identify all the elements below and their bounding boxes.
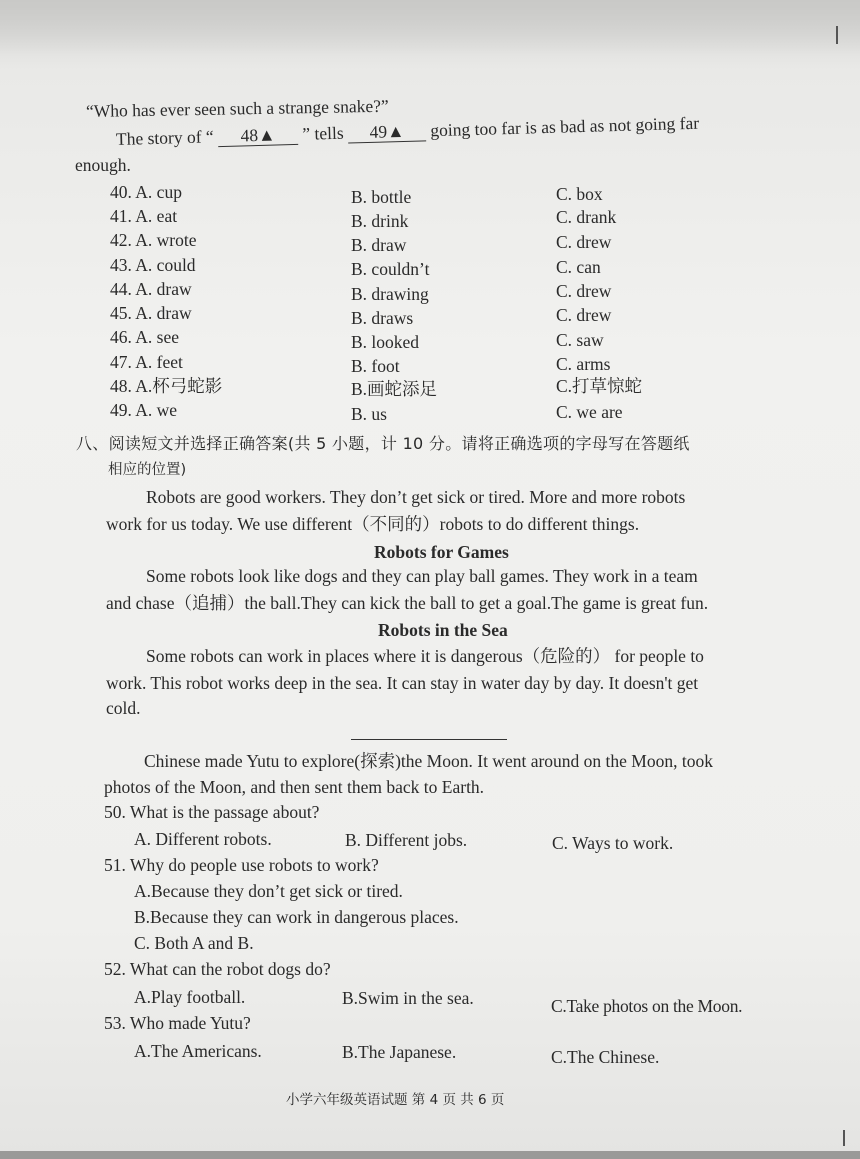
page-bottom-edge (0, 1151, 860, 1159)
passage-p3-line1: Some robots can work in places where it is dangerous（危险的） for people to (146, 646, 704, 666)
option-50a: A. Different robots. (134, 829, 272, 849)
page-top-shadow (0, 0, 860, 55)
passage-p1-line2: work for us today. We use different（不同的）robots to do different things. (106, 514, 640, 534)
option-51b: B.Because they can work in dangerous places. (134, 907, 459, 927)
passage-p4-line2: photos of the Moon, and then sent them back to Earth. (104, 777, 485, 797)
choice-a: 46. A. see (110, 327, 180, 347)
option-50c: C. Ways to work. (552, 833, 674, 853)
option-50b: B. Different jobs. (345, 830, 468, 850)
passage-p4-line1: Chinese made Yutu to explore(探索)the Moon. It went around on the Moon, took (144, 751, 713, 771)
blank-48: 48▲ (218, 124, 299, 147)
subheading-sea: Robots in the Sea (378, 620, 508, 640)
choice-a: 41. A. eat (110, 206, 178, 226)
missing-heading-blank (351, 739, 507, 740)
choice-a: 45. A. draw (110, 303, 192, 323)
choice-b: B. looked (351, 332, 420, 352)
story-suffix: going too far is as bad as not going far (430, 112, 700, 141)
choice-c: C. we are (556, 402, 623, 422)
choice-c: C. can (556, 257, 601, 277)
choice-c: C. drew (556, 232, 612, 252)
choice-b: B. draws (351, 308, 414, 328)
option-51a: A.Because they don’t get sick or tired. (134, 881, 403, 901)
passage-p2-line1: Some robots look like dogs and they can play ball games. They work in a team (146, 566, 698, 586)
choice-a: 40. A. cup (110, 182, 182, 202)
choice-a: 47. A. feet (110, 352, 183, 372)
option-51c: C. Both A and B. (134, 933, 254, 953)
option-53b: B.The Japanese. (342, 1042, 457, 1062)
choice-c: C. drew (556, 281, 612, 301)
question-51: 51. Why do people use robots to work? (104, 855, 379, 875)
choice-c: C. box (556, 184, 603, 204)
option-53c: C.The Chinese. (551, 1047, 660, 1067)
choice-c: C. arms (556, 354, 611, 374)
question-53: 53. Who made Yutu? (104, 1013, 251, 1033)
option-52c: C.Take photos on the Moon. (551, 996, 743, 1016)
choice-a: 44. A. draw (110, 279, 192, 299)
choice-b: B. bottle (351, 187, 412, 207)
enough-line: enough. (75, 155, 131, 175)
choice-a: 42. A. wrote (110, 230, 197, 250)
choice-b: B. us (351, 404, 387, 424)
choice-a: 43. A. could (110, 255, 196, 275)
passage-p3-line2: work. This robot works deep in the sea. It can stay in water day by day. It doesn't get (106, 673, 699, 693)
option-52b: B.Swim in the sea. (342, 988, 474, 1008)
section-heading-cont: 相应的位置) (108, 462, 187, 478)
choice-a: 48. A.杯弓蛇影 (110, 376, 223, 396)
page-footer: 小学六年级英语试题 第 4 页 共 6 页 (286, 1092, 505, 1108)
passage-p3-line3: cold. (106, 698, 141, 718)
question-52: 52. What can the robot dogs do? (104, 959, 331, 979)
choice-b: B. couldn’t (351, 259, 430, 279)
choice-a: 49. A. we (110, 400, 178, 420)
corner-mark (836, 26, 838, 44)
story-mid: ” tells (302, 122, 344, 144)
choice-b: B. draw (351, 235, 407, 255)
passage-p2-line2: and chase（追捕）the ball.They can kick the ball to get a goal.The game is great fun. (106, 593, 709, 613)
corner-mark-bottom (843, 1130, 845, 1146)
choice-b: B.画蛇添足 (351, 379, 438, 399)
option-53a: A.The Americans. (134, 1041, 262, 1061)
choice-b: B. drink (351, 211, 409, 231)
choice-c: C. drew (556, 305, 612, 325)
option-52a: A.Play football. (134, 987, 246, 1007)
choice-c: C. drank (556, 207, 617, 227)
choice-b: B. foot (351, 356, 400, 376)
quote-line: “Who has ever seen such a strange snake?” (85, 95, 389, 121)
choice-b: B. drawing (351, 284, 429, 304)
blank-49: 49▲ (348, 120, 427, 143)
choice-c: C. saw (556, 330, 604, 350)
story-prefix: The story of “ (115, 126, 214, 149)
subheading-games: Robots for Games (374, 542, 509, 562)
passage-p1-line1: Robots are good workers. They don’t get sick or tired. More and more robots (146, 487, 686, 507)
choice-c: C.打草惊蛇 (556, 376, 643, 396)
question-50: 50. What is the passage about? (104, 802, 320, 822)
section-heading: 八、阅读短文并选择正确答案(共 5 小题，计 10 分。请将正确选项的字母写在答题纸 (76, 434, 690, 453)
